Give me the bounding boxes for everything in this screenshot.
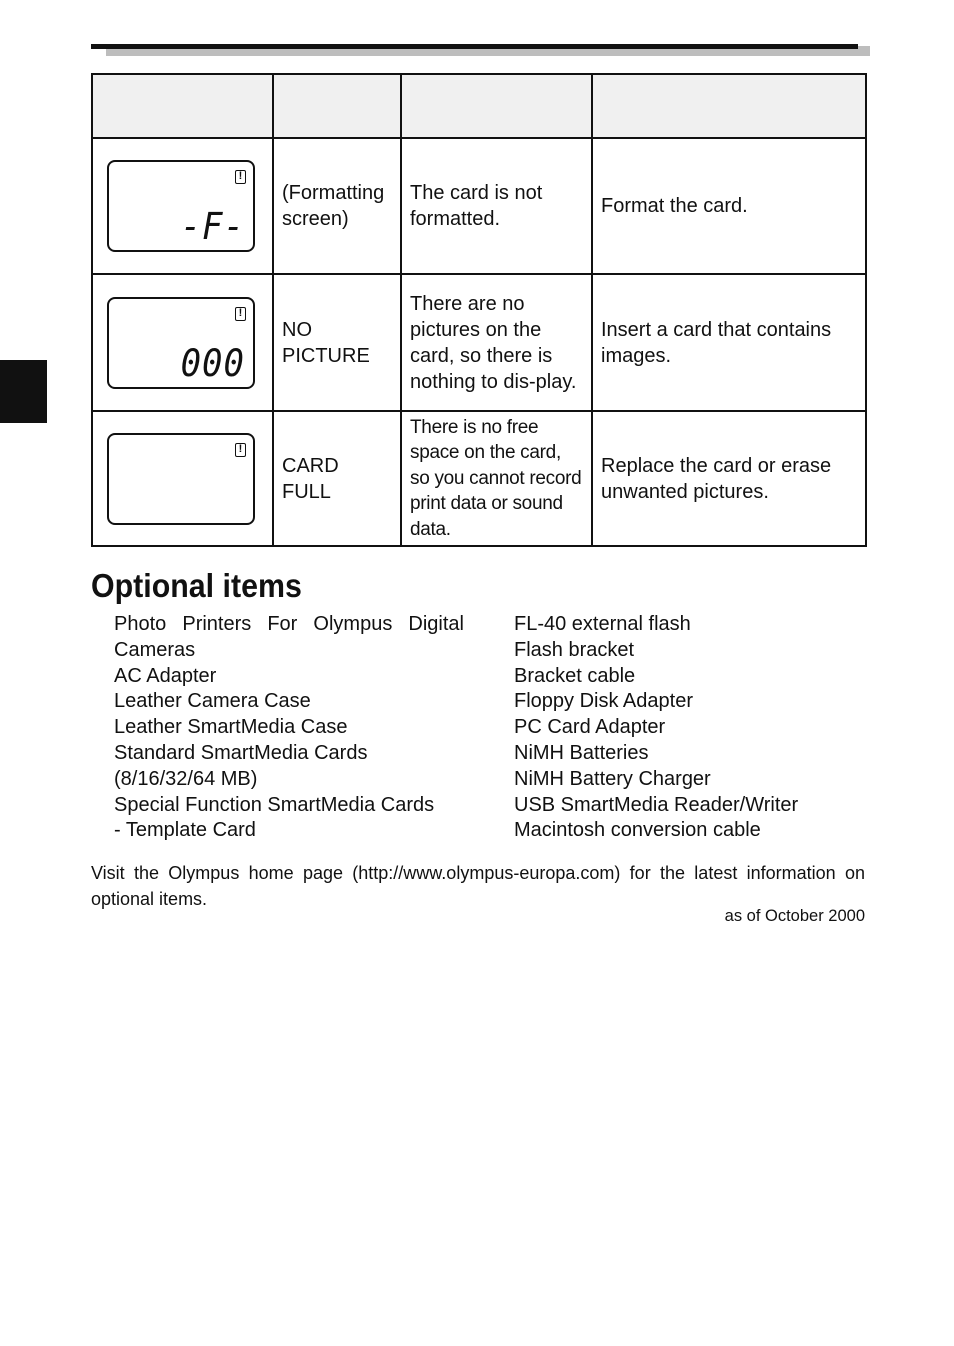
cause-text: There are no pictures on the card, so there is nothing to dis-play.	[401, 274, 592, 411]
remedy-text: Insert a card that contains images.	[592, 274, 866, 411]
list-item: Leather SmartMedia Case	[114, 716, 348, 739]
remedy-text: Replace the card or erase unwanted pictures.	[592, 411, 866, 546]
list-item: AC Adapter	[114, 664, 217, 687]
list-item: NiMH Battery Charger	[514, 767, 711, 790]
list-item: Bracket cable	[514, 664, 636, 687]
cause-text: There is no free space on the card, so you cannot record print data or sound data.	[401, 411, 592, 546]
control-panel-lcd	[107, 433, 255, 525]
list-item: Standard SmartMedia Cards	[114, 741, 368, 764]
control-panel-lcd	[107, 160, 255, 252]
list-item: Photo Printers For Olympus Digital	[114, 613, 464, 635]
lcd-readout: 000	[180, 341, 245, 386]
homepage-note: Visit the Olympus home page (http://www.olympus-europa.com) for the latest information on optional items.	[91, 863, 865, 909]
control-panel-lcd	[107, 297, 255, 389]
indication-text: (Formatting screen)	[273, 138, 401, 274]
error-message-table	[91, 73, 867, 547]
list-item: Flash bracket	[514, 638, 635, 661]
top-rule	[91, 44, 858, 49]
card-warning-icon: !	[235, 170, 246, 184]
list-item: USB SmartMedia Reader/Writer	[514, 793, 799, 816]
section-title: Optional items	[91, 567, 302, 604]
optional-items-left-list	[114, 612, 464, 844]
optional-items-right-list	[514, 612, 864, 844]
cause-text: The card is not formatted.	[401, 138, 592, 274]
indication-text: NO PICTURE	[273, 274, 401, 411]
list-item: (8/16/32/64 MB)	[114, 767, 258, 790]
header-corrective-action	[592, 74, 866, 138]
indication-text: CARD FULL	[273, 411, 401, 546]
card-warning-icon: !	[235, 307, 246, 321]
card-warning-icon: !	[235, 443, 246, 457]
list-item: Macintosh conversion cable	[514, 819, 761, 842]
list-item: - Template Card	[114, 819, 256, 842]
table-header-row	[92, 74, 866, 138]
table-row	[92, 411, 866, 546]
table-row	[92, 138, 866, 274]
list-item: Cameras	[114, 638, 196, 661]
list-item: Floppy Disk Adapter	[514, 690, 693, 713]
table-row	[92, 274, 866, 411]
as-of-date: as of October 2000	[724, 907, 865, 925]
lcd-readout: -F-	[180, 205, 245, 249]
list-item: FL-40 external flash	[514, 613, 691, 635]
list-item: PC Card Adapter	[514, 716, 666, 739]
remedy-text: Format the card.	[592, 138, 866, 274]
list-item: Leather Camera Case	[114, 690, 311, 713]
list-item: Special Function SmartMedia Cards	[114, 793, 435, 816]
chapter-side-tab	[0, 360, 47, 423]
header-possible-cause	[401, 74, 592, 138]
header-indication	[273, 74, 401, 138]
list-item: NiMH Batteries	[514, 741, 649, 764]
header-monitor-indication	[92, 74, 273, 138]
